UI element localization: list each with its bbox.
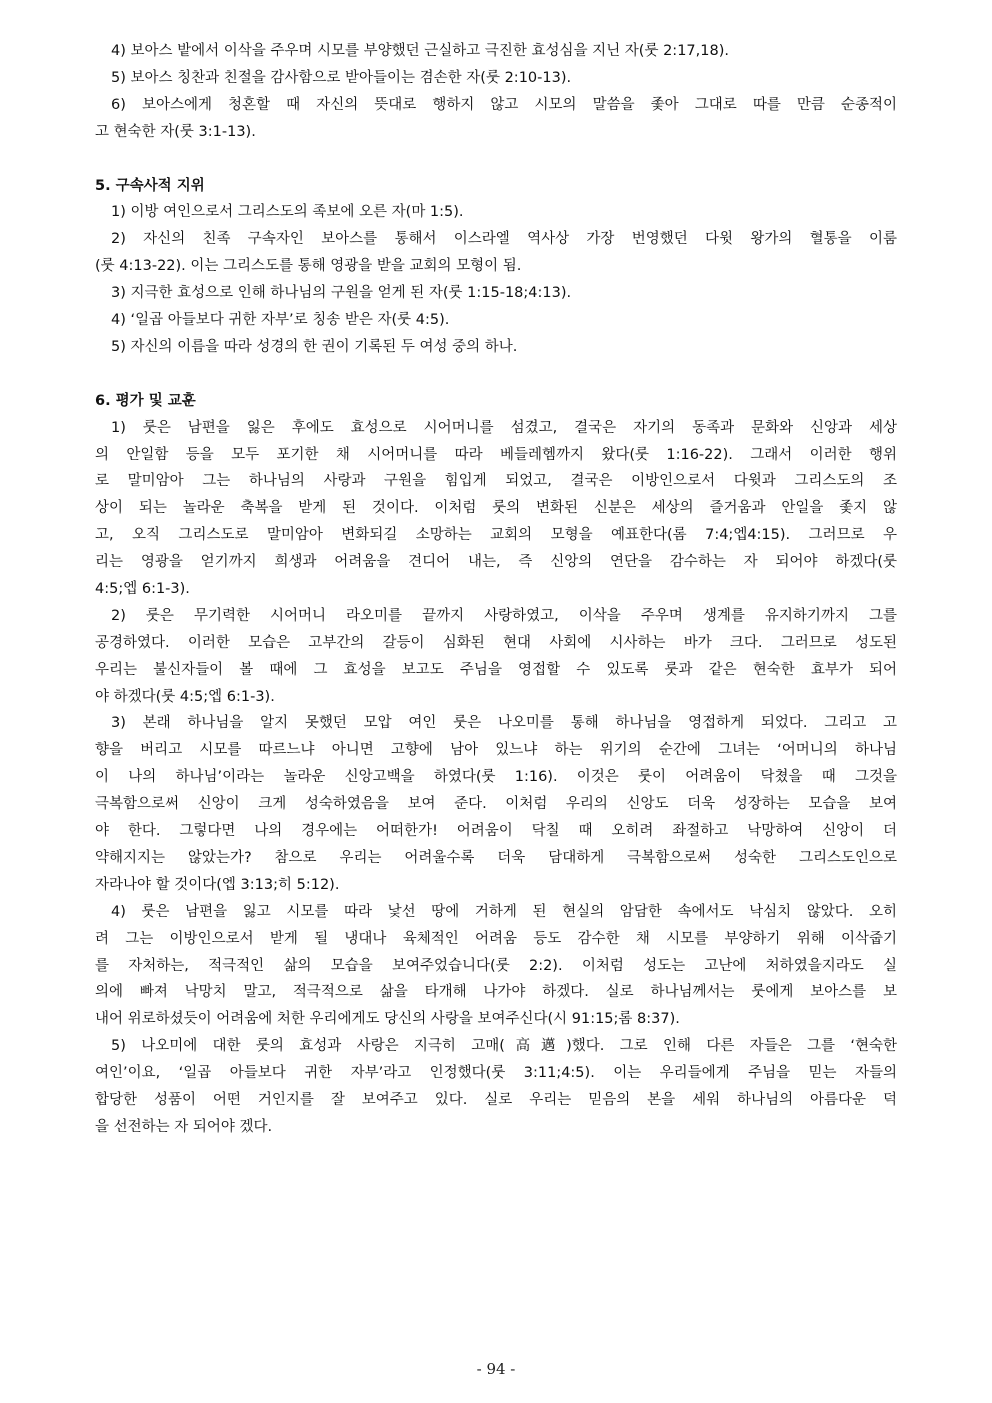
text-line: 4) ‘일곱 아들보다 귀한 자부’로 칭송 받은 자(룻 4:5). [111, 312, 450, 329]
text-line: 려 그는 이방인으로서 받게 될 냉대나 육체적인 어려움 등도 감수한 채 시모를 부양하기 위해 이삭줍기 [95, 930, 897, 947]
text-line: 4) 룻은 남편을 잃고 시모를 따라 낯선 땅에 거하게 된 현실의 암담한 속에서도 낙심치 않았다. 오히 [111, 903, 897, 920]
paragraph-gap [95, 361, 897, 388]
text-line: 약해지지는 않았는가? 참으로 우리는 어려울수록 더욱 담대하게 극복함으로써 성숙한 그리스도인으로 [95, 849, 897, 866]
text-line: 우리는 불신자들이 볼 때에 그 효성을 보고도 주님을 영접할 수 있도록 룻과 같은 현숙한 효부가 되어 [95, 661, 897, 678]
text-line: 2) 룻은 무기력한 시어머니 라오미를 끝까지 사랑하였고, 이삭을 주우며 생계를 유지하기까지 그를 [111, 607, 897, 624]
text-line: 1) 룻은 남편을 잃은 후에도 효성으로 시어머니를 섬겼고, 결국은 자기의 동족과 문화와 신앙과 세상 [111, 419, 897, 436]
text-line: 1) 이방 여인으로서 그리스도의 족보에 오른 자(마 1:5). [111, 204, 464, 221]
text-line: 내어 위로하셨듯이 어려움에 처한 우리에게도 당신의 사랑을 보여주신다(시 91:15;롬 8:37). [95, 1011, 680, 1028]
text-line: 의에 빠져 낙망치 말고, 적극적으로 삶을 타개해 나가야 하겠다. 실로 하나님께서는 룻에게 보아스를 보 [95, 984, 897, 1001]
text-line: 2) 자신의 친족 구속자인 보아스를 통해서 이스라엘 역사상 가장 번영했던 다윗 왕가의 혈통을 이룸 [111, 231, 897, 248]
text-line: 여인’이요, ‘일곱 아들보다 귀한 자부’라고 인정했다(룻 3:11;4:5). 이는 우리들에게 주님을 믿는 자들의 [95, 1065, 897, 1082]
text-line: 을 선전하는 자 되어야 겠다. [95, 1118, 273, 1135]
text-line: 3) 본래 하나님을 알지 못했던 모압 여인 룻은 나오미를 통해 하나님을 영접하게 되었다. 그리고 고 [111, 715, 897, 732]
text-line: 향을 버리고 시모를 따르느냐 아니면 고향에 남아 있느냐 하는 위기의 순간에 그녀는 ‘어머니의 하나님 [95, 742, 897, 759]
text-line: 5) 자신의 이름을 따라 성경의 한 권이 기록된 두 여성 중의 하나. [111, 338, 518, 355]
text-line: 공경하였다. 이러한 모습은 고부간의 갈등이 심화된 현대 사회에 시사하는 바가 크다. 그러므로 성도된 [95, 634, 897, 651]
section-heading: 5. 구속사적 지위 [95, 177, 205, 194]
text-line: 극복함으로써 신앙이 크게 성숙하였음을 보여 준다. 이처럼 우리의 신앙도 더욱 성장하는 모습을 보여 [95, 796, 897, 813]
text-line: 리는 영광을 얻기까지 희생과 어려움을 견디어 내는, 즉 신앙의 연단을 감수하는 자 되어야 하겠다(룻 [95, 554, 897, 571]
text-line: 4) 보아스 밭에서 이삭을 주우며 시모를 부양했던 근실하고 극진한 효성심을 지닌 자(룻 2:17,18). [111, 43, 729, 59]
text-line: 6) 보아스에게 청혼할 때 자신의 뜻대로 행하지 않고 시모의 말씀을 좇아 그대로 따를 만큼 순종적이 [111, 96, 897, 113]
text-line: 상이 되는 놀라운 축복을 받게 된 것이다. 이처럼 룻의 변화된 신분은 세상의 즐거움과 안일을 좇지 않 [95, 500, 897, 517]
page-number: - 94 - [476, 1360, 516, 1378]
text-line: 를 자처하는, 적극적인 삶의 모습을 보여주었습니다(룻 2:2). 이처럼 성도는 고난에 처하였을지라도 실 [95, 957, 897, 974]
text-line: 로 말미암아 그는 하나님의 사랑과 구원을 힘입게 되었고, 결국은 이방인으로서 다윗과 그리스도의 조 [95, 473, 897, 490]
text-line: 야 하겠다(룻 4:5;엡 6:1-3). [95, 688, 275, 705]
text-line: 의 안일함 등을 모두 포기한 채 시어머니를 따라 베들레헴까지 왔다(룻 1:16-22). 그래서 이러한 행위 [95, 446, 897, 463]
text-line: 고, 오직 그리스도로 말미암아 변화되길 소망하는 교회의 모형을 예표한다(롬 7:4;엡4:15). 그러므로 우 [95, 527, 897, 544]
text-line: (룻 4:13-22). 이는 그리스도를 통해 영광을 받을 교회의 모형이 됨. [95, 258, 522, 275]
text-line: 합당한 성품이 어떤 거인지를 잘 보여주고 있다. 실로 우리는 믿음의 본을 세워 하나님의 아름다운 덕 [95, 1091, 897, 1108]
text-line: 야 한다. 그렇다면 나의 경우에는 어떠한가! 어려움이 닥칠 때 오히려 좌절하고 낙망하여 신앙이 더 [95, 823, 897, 840]
text-line: 이 나의 하나님’이라는 놀라운 신앙고백을 하였다(룻 1:16). 이것은 룻이 어려움이 닥쳤을 때 그것을 [95, 769, 897, 786]
section-heading: 6. 평가 및 교훈 [95, 392, 196, 409]
text-line: 고 현숙한 자(룻 3:1-13). [95, 123, 256, 140]
paragraph-gap [95, 146, 897, 173]
document-page [95, 38, 897, 1141]
text-line: 3) 지극한 효성으로 인해 하나님의 구원을 얻게 된 자(룻 1:15-18;4:13). [111, 285, 572, 302]
text-line: 5) 나오미에 대한 룻의 효성과 사랑은 지극히 고매(高邁)했다. 그로 인해 다른 자들은 그를 ‘현숙한 [111, 1038, 897, 1055]
text-line: 4:5;엡 6:1-3). [95, 581, 190, 598]
text-line: 자라나야 할 것이다(엡 3:13;히 5:12). [95, 876, 340, 893]
text-line: 5) 보아스 칭찬과 친절을 감사함으로 받아들이는 겸손한 자(룻 2:10-13). [111, 69, 572, 86]
